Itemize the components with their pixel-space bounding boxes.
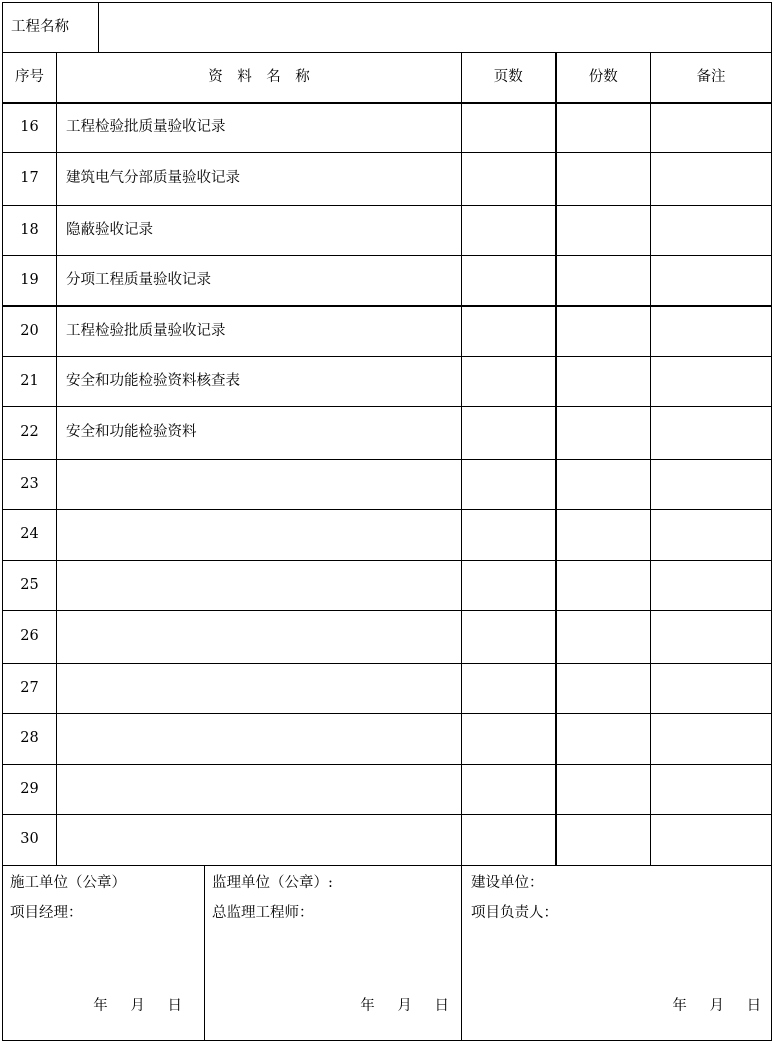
table-row	[3, 357, 772, 407]
pages-cell[interactable]	[462, 561, 556, 611]
remarks-cell[interactable]	[651, 815, 772, 866]
table-row	[3, 765, 772, 815]
item-name-cell[interactable]	[57, 510, 462, 561]
remarks-cell[interactable]	[651, 256, 772, 306]
remarks-cell[interactable]	[651, 407, 772, 460]
seq-cell: 29	[3, 765, 57, 815]
copies-cell[interactable]	[556, 103, 651, 153]
remarks-cell[interactable]	[651, 357, 772, 407]
seq-cell: 20	[3, 306, 57, 357]
supervisor-engineer-label: 总监理工程师：	[212, 905, 314, 921]
owner-unit-label: 建设单位：	[471, 875, 544, 891]
item-name-cell[interactable]	[57, 765, 462, 815]
table-row	[3, 611, 772, 664]
pages-cell[interactable]	[462, 153, 556, 206]
seq-cell: 24	[3, 510, 57, 561]
remarks-cell[interactable]	[651, 714, 772, 765]
archive-list-table	[2, 2, 772, 1041]
owner-lead-label: 项目负责人：	[471, 905, 558, 921]
supervisor-date	[205, 998, 461, 1015]
remarks-cell[interactable]	[651, 611, 772, 664]
pages-cell[interactable]	[462, 664, 556, 714]
pages-cell[interactable]	[462, 510, 556, 561]
item-name-cell[interactable]: 建筑电气分部质量验收记录	[57, 153, 462, 206]
seq-cell: 19	[3, 256, 57, 306]
pages-cell[interactable]	[462, 714, 556, 765]
item-name-cell[interactable]	[57, 561, 462, 611]
remarks-cell[interactable]	[651, 510, 772, 561]
table-row	[3, 714, 772, 765]
pages-cell[interactable]	[462, 815, 556, 866]
owner-date	[462, 998, 771, 1015]
name-header: 资 料 名 称	[57, 53, 462, 103]
item-name-cell[interactable]: 安全和功能检验资料核查表	[57, 357, 462, 407]
seq-header: 序号	[3, 53, 57, 103]
pages-cell[interactable]	[462, 765, 556, 815]
copies-cell[interactable]	[556, 256, 651, 306]
copies-cell[interactable]	[556, 407, 651, 460]
pages-cell[interactable]	[462, 256, 556, 306]
contractor-month-label: 月	[130, 997, 145, 1014]
supervisor-day-label: 日	[434, 997, 449, 1014]
seq-cell: 18	[3, 206, 57, 256]
owner-signature-block	[462, 866, 772, 1041]
pages-cell[interactable]	[462, 206, 556, 256]
seq-cell: 21	[3, 357, 57, 407]
remarks-header: 备注	[651, 53, 772, 103]
item-name-cell[interactable]: 安全和功能检验资料	[57, 407, 462, 460]
table-row	[3, 153, 772, 206]
owner-day-label: 日	[746, 997, 762, 1014]
pages-cell[interactable]	[462, 611, 556, 664]
copies-cell[interactable]	[556, 815, 651, 866]
item-name-cell[interactable]: 工程检验批质量验收记录	[57, 306, 462, 357]
copies-cell[interactable]	[556, 611, 651, 664]
item-name-cell[interactable]: 工程检验批质量验收记录	[57, 103, 462, 153]
pages-header: 页数	[462, 53, 556, 103]
table-row	[3, 407, 772, 460]
signature-row	[3, 866, 772, 1041]
copies-cell[interactable]	[556, 765, 651, 815]
pages-cell[interactable]	[462, 306, 556, 357]
remarks-cell[interactable]	[651, 561, 772, 611]
item-name-cell[interactable]	[57, 815, 462, 866]
copies-cell[interactable]	[556, 153, 651, 206]
contractor-signature-block	[3, 866, 205, 1041]
table-row	[3, 510, 772, 561]
copies-cell[interactable]	[556, 561, 651, 611]
item-name-cell[interactable]	[57, 460, 462, 510]
copies-cell[interactable]	[556, 460, 651, 510]
item-name-cell[interactable]: 分项工程质量验收记录	[57, 256, 462, 306]
seq-cell: 30	[3, 815, 57, 866]
seq-cell: 22	[3, 407, 57, 460]
remarks-cell[interactable]	[651, 460, 772, 510]
remarks-cell[interactable]	[651, 765, 772, 815]
item-name-cell[interactable]	[57, 714, 462, 765]
copies-cell[interactable]	[556, 664, 651, 714]
pages-cell[interactable]	[462, 357, 556, 407]
item-name-cell[interactable]	[57, 611, 462, 664]
item-name-cell[interactable]	[57, 664, 462, 714]
supervisor-unit-label: 监理单位（公章）:	[212, 875, 333, 891]
table-row	[3, 815, 772, 866]
seq-cell: 16	[3, 103, 57, 153]
supervisor-signature-block	[205, 866, 462, 1041]
remarks-cell[interactable]	[651, 153, 772, 206]
pages-cell[interactable]	[462, 103, 556, 153]
project-name-row	[3, 3, 772, 53]
copies-header: 份数	[556, 53, 651, 103]
pages-cell[interactable]	[462, 460, 556, 510]
seq-cell: 25	[3, 561, 57, 611]
seq-cell: 17	[3, 153, 57, 206]
supervisor-month-label: 月	[397, 997, 412, 1014]
contractor-year-label: 年	[93, 997, 108, 1014]
remarks-cell[interactable]	[651, 664, 772, 714]
table-row	[3, 664, 772, 714]
item-name-cell[interactable]: 隐蔽验收记录	[57, 206, 462, 256]
table-row	[3, 460, 772, 510]
remarks-cell[interactable]	[651, 306, 772, 357]
copies-cell[interactable]	[556, 714, 651, 765]
table-row	[3, 206, 772, 256]
owner-year-label: 年	[672, 997, 687, 1014]
table-row	[3, 256, 772, 306]
copies-cell[interactable]	[556, 306, 651, 357]
copies-cell[interactable]	[556, 206, 651, 256]
table-row	[3, 561, 772, 611]
owner-month-label: 月	[709, 997, 724, 1014]
copies-cell[interactable]	[556, 510, 651, 561]
seq-cell: 28	[3, 714, 57, 765]
column-header-row	[3, 53, 772, 103]
copies-cell[interactable]	[556, 357, 651, 407]
contractor-day-label: 日	[167, 997, 182, 1014]
project-name-value[interactable]	[99, 3, 772, 53]
seq-cell: 23	[3, 460, 57, 510]
seq-cell: 27	[3, 664, 57, 714]
contractor-manager-label: 项目经理：	[10, 905, 83, 921]
contractor-date	[3, 998, 204, 1015]
table-row	[3, 103, 772, 153]
table-row	[3, 306, 772, 357]
remarks-cell[interactable]	[651, 103, 772, 153]
supervisor-year-label: 年	[360, 997, 375, 1014]
project-name-label: 工程名称	[3, 3, 99, 53]
contractor-unit-label: 施工单位（公章）	[10, 875, 126, 891]
seq-cell: 26	[3, 611, 57, 664]
remarks-cell[interactable]	[651, 206, 772, 256]
pages-cell[interactable]	[462, 407, 556, 460]
